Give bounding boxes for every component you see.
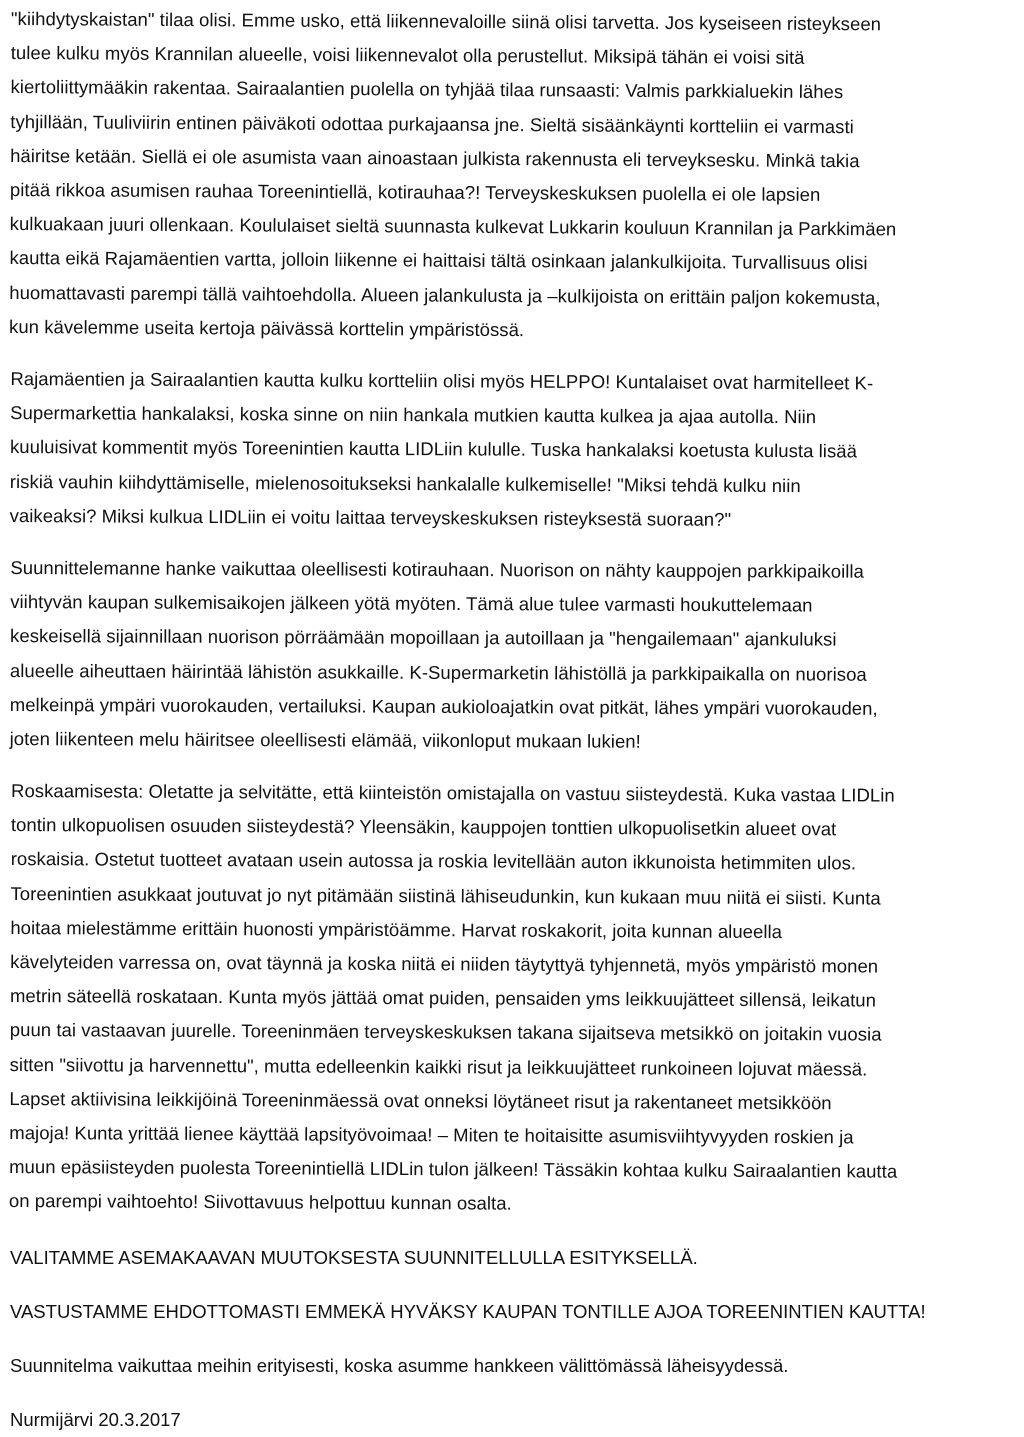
text-line: metrin säteellä roskataan. Kunta myös jättää omat puiden, pensaiden yms leikkuujätteet sillensä, leikatun <box>9 985 877 1012</box>
text-line: puun tai vastaavan juurelle. Toreeninmäen terveyskeskuksen takana sijaitseva metsikkö on joitakin vuosia <box>9 1019 882 1046</box>
paragraph-traffic-alternative <box>9 2 1011 350</box>
text-line: kautta eikä Rajamäentien vartta, jolloin liikenne ei haittaisi tältä osinkaan jalankulkijoita. Turvallisuus olisi <box>9 247 868 274</box>
text-line: Lapset aktiivisina leikkijöinä Toreeninmäessä ovat onneksi löytäneet risut ja rakentaneet metsikköön <box>9 1088 832 1114</box>
text-line: kun kävelemme useita kertoja päivässä korttelin ympäristössä. <box>8 315 525 340</box>
text-line: huomattavasti parempi tällä vaihtoehdolla. Alueen jalankulusta ja –kulkijoista on erittäin paljon kokemusta, <box>9 281 881 308</box>
text-line: häiritse ketään. Siellä ei ole asumista vaan ainoastaan julkista rakennusta eli terveyksesku. Minkä takia <box>10 144 860 172</box>
text-line: kiertoliittymääkin rakentaa. Sairaalantien puolella on tyhjää tilaa runsaasti: Valmis parkkialuekin lähes <box>10 76 844 103</box>
text-line: tontin ulkopuolisen osuuden siisteydestä? Yleensäkin, kauppojen tonttien ulkopuolisetkin alueet ovat <box>10 814 837 840</box>
text-line: Toreenintien asukkaat joutuvat jo nyt pitämään siistinä lähiseudunkin, kun kukaan muu niitä ei siisti. Kunta <box>10 882 881 909</box>
text-line: pitää rikkoa asumisen rauhaa Toreenintiellä, kotirauhaa?! Terveyskeskuksen puolella ei ole lapsien <box>9 179 821 205</box>
text-line: alueelle aiheuttaen häirintää lähistön asukkaille. K-Supermarketin lähistöllä ja parkkipaikalla on nuorisoa <box>9 659 867 685</box>
text-line: muun epäsiisteyden puolesta Toreenintiellä LIDLin tulon jälkeen! Tässäkin kohtaa kulku Sairaalantien kautta <box>9 1156 898 1183</box>
text-line: Supermarkettia hankalaksi, koska sinne on niin hankala mutkien kautta kulkea ja ajaa autolla. Niin <box>10 402 817 428</box>
text-line: roskaisia. Ostetut tuotteet avataan usein autossa ja roskia levitellään auton ikkunoista hetimmiten ulos. <box>10 848 857 875</box>
text-line: Roskaamisesta: Oletatte ja selvitätte, että kiinteistön omistajalla on vastuu siisteydestä. Kuka vastaa LIDLin <box>11 780 895 806</box>
text-line: tulee kulku myös Krannilan alueelle, voisi liikennevalot olla perustellut. Miksipä tähän ei voisi sitä <box>10 42 805 69</box>
text-line: Suunnittelemanne hanke vaikuttaa oleellisesti kotirauhaan. Nuorison on nähty kauppojen parkkipaikoilla <box>10 557 864 582</box>
place-date: Nurmijärvi 20.3.2017 <box>10 1408 181 1430</box>
text-line: on parempi vaihtoehto! Siivottavuus helpottuu kunnan osalta. <box>8 1190 512 1215</box>
text-line: tyhjillään, Tuuliviirin entinen päiväkoti odottaa purkajaansa jne. Sieltä sisäänkäynti kortteliin ei varmasti <box>10 110 854 137</box>
text-line: riskiä vauhin kiihdyttämiselle, mielenosoitukseksi hankalalle kulkemiselle! "Miksi tehdä kulku niin <box>9 470 801 496</box>
text-line: "kiihdytyskaistan" tilaa olisi. Emme usko, että liikennevaloille siinä olisi tarvetta. Jos kyseiseen risteykseen <box>10 8 882 35</box>
text-line: joten liikenteen melu häiritsee oleellisesti elämää, viikonloput mukaan lukien! <box>9 728 641 752</box>
appeal-statement: VALITAMME ASEMAKAAVAN MUUTOKSESTA SUUNNITELLULLA ESITYKSELLÄ. <box>10 1246 698 1268</box>
text-line: kuuluisivat kommentit myös Toreenintien kautta LIDLiin kululle. Tuska hankalaksi koetusta kulusta lisää <box>9 436 858 462</box>
text-line: majoja! Kunta yrittää lienee käyttää lapsityövoimaa! – Miten te hoitaisitte asumisviihtyvyyden roskien ja <box>9 1122 854 1148</box>
closing-statement: Suunnitelma vaikuttaa meihin erityisesti, koska asumme hankkeen välittömässä läheisyydessä. <box>10 1354 789 1376</box>
paragraph-littering <box>9 774 1011 1224</box>
text-line: viihtyvän kaupan sulkemisaikojen jälkeen yötä myöten. Tämä alue tulee varmasti houkuttelemaan <box>10 591 813 616</box>
text-line: vaikeaksi? Miksi kulkua LIDLiin ei voitu laittaa terveyskeskuksen risteyksestä suoraan?" <box>9 504 732 530</box>
text-line: sitten "siivottu ja harvennettu", mutta edelleenkin kaikki risut ja leikkuujätteet runkoineen lojuvat mäessä. <box>9 1053 868 1080</box>
opposition-statement: VASTUSTAMME EHDOTTOMASTI EMMEKÄ HYVÄKSY KAUPAN TONTILLE AJOA TOREENINTIEN KAUTTA! <box>10 1300 926 1322</box>
text-line: kävelyteiden varressa on, ovat täynnä ja koska niitä ei niiden täytyttyä tyhjennetä, myös ympäristö monen <box>10 951 879 977</box>
text-line: Rajamäentien ja Sairaalantien kautta kulku kortteliin olisi myös HELPPO! Kuntalaiset ovat harmitelleet K- <box>10 368 874 394</box>
text-line: hoitaa mielestämme erittäin huonosti ympäristöämme. Harvat roskakorit, joita kunnan alueella <box>10 917 783 943</box>
paragraph-easy-access <box>10 362 1011 538</box>
text-line: melkeinpä ympäri vuorokauden, vertailuksi. Kaupan aukioloajatkin ovat pitkät, lähes ympäri vuorokauden, <box>9 693 878 719</box>
paragraph-domestic-peace <box>10 551 1011 761</box>
text-line: kulkuakaan juuri ollenkaan. Koululaiset sieltä suunnasta kulkevat Lukkarin kouluun Krannilan ja Parkkimäen <box>9 213 897 240</box>
text-line: keskeisellä sijainnillaan nuorison pörräämään mopoillaan ja autoillaan ja "hengailemaan" ajankuluksi <box>10 625 837 651</box>
